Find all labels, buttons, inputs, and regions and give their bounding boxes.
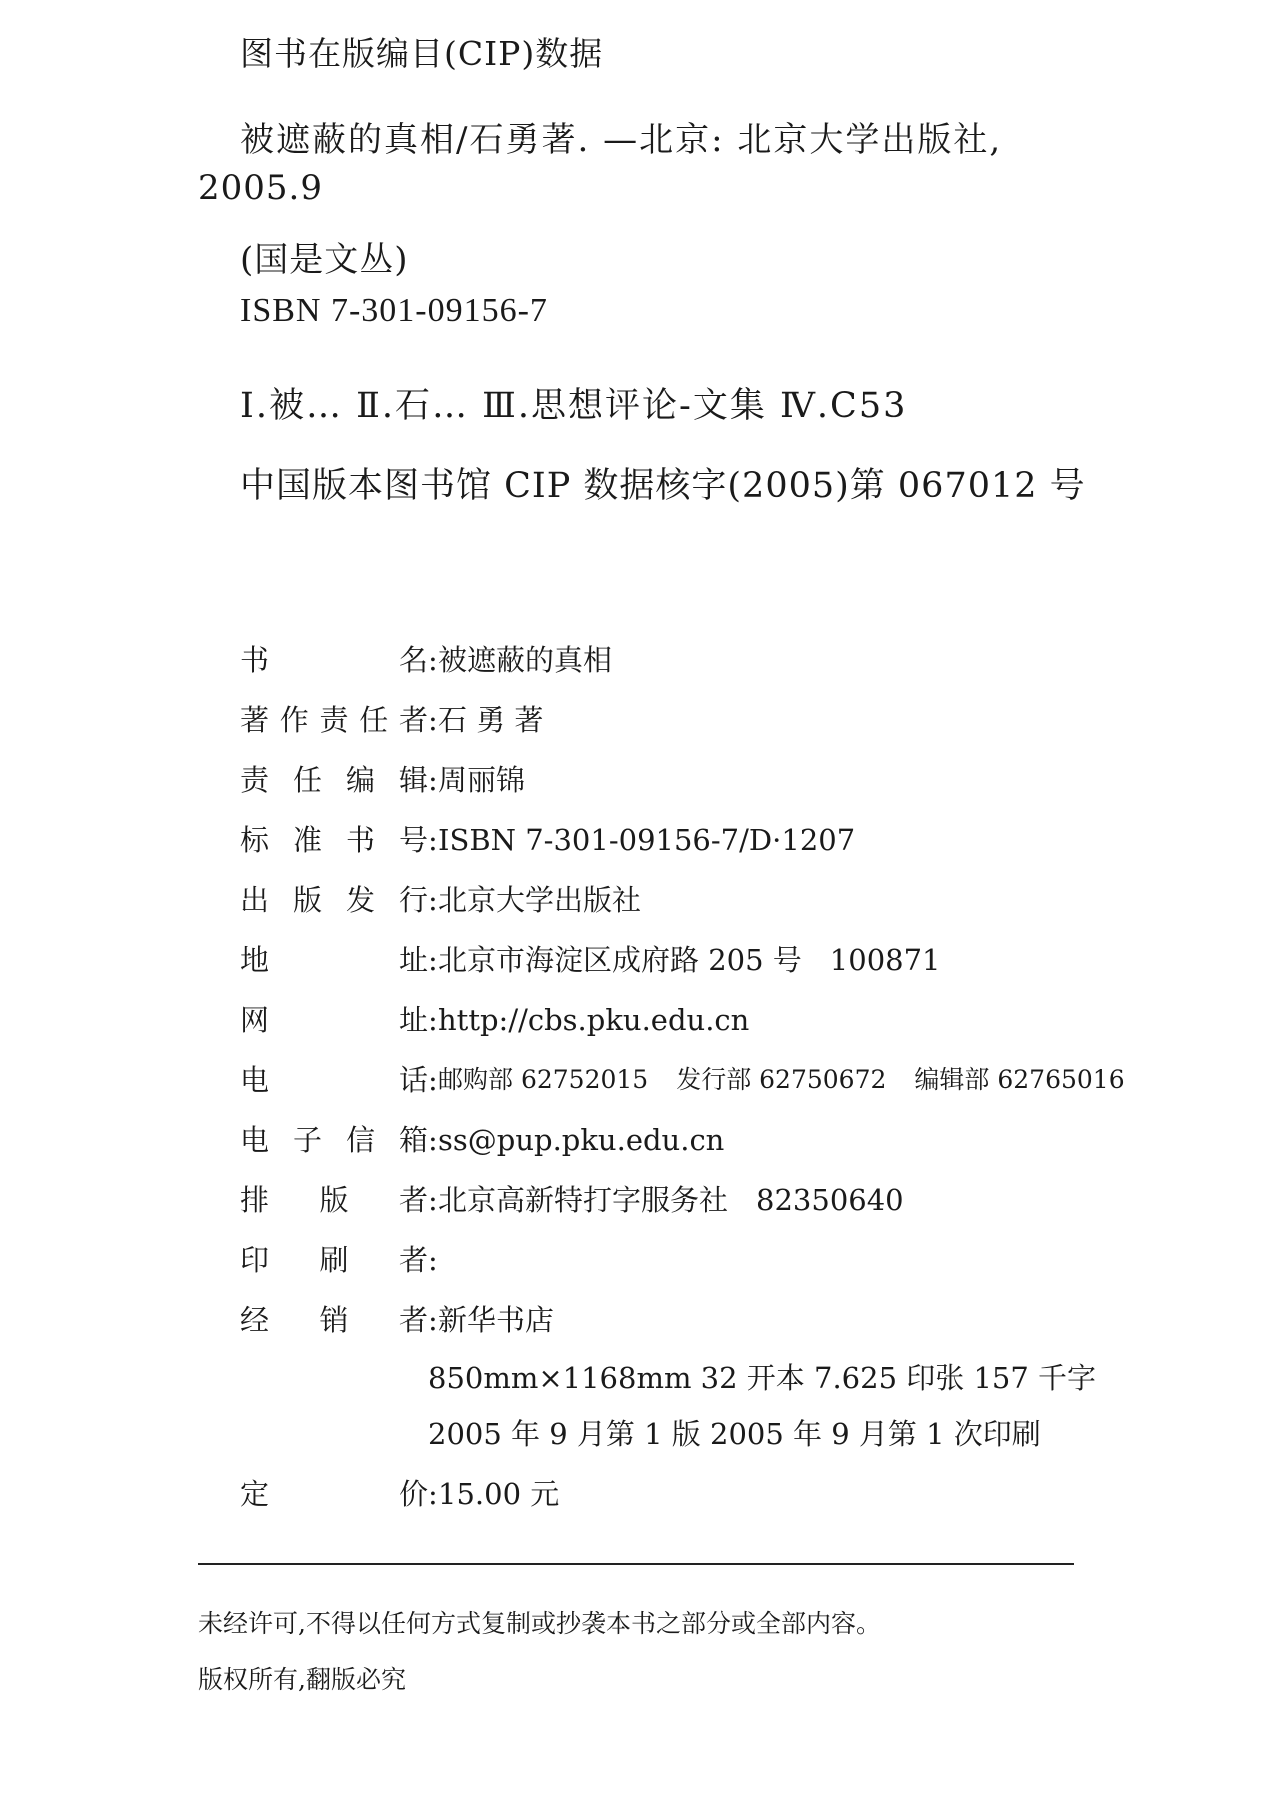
format-spec: 850mm×1168mm 32 开本 7.625 印张 157 千字 bbox=[428, 1361, 1097, 1395]
row-label: 电子信箱 bbox=[240, 1123, 428, 1157]
row-value: 石 勇 著 bbox=[438, 703, 544, 737]
row-label: 地址 bbox=[240, 943, 428, 977]
row-label: 电话 bbox=[240, 1063, 428, 1097]
row-value: 新华书店 bbox=[438, 1303, 555, 1337]
row-label: 标准书号 bbox=[240, 823, 428, 857]
imprint-row-editor: 责任编辑:周丽锦 bbox=[240, 760, 525, 800]
email-link[interactable]: ss@pup.pku.edu.cn bbox=[438, 1123, 725, 1157]
phone-editorial: 编辑部 62765016 bbox=[914, 1065, 1125, 1094]
imprint-row-publisher: 出版发行:北京大学出版社 bbox=[240, 880, 641, 920]
rights-reserved: 版权所有,翻版必究 bbox=[198, 1665, 406, 1694]
row-value: 被遮蔽的真相 bbox=[438, 643, 613, 677]
phone-mail-order: 邮购部 62752015 bbox=[438, 1065, 649, 1094]
imprint-row-author: 著作责任者:石 勇 著 bbox=[240, 700, 543, 740]
row-label: 经销者 bbox=[240, 1303, 428, 1337]
typesetter-value: 北京高新特打字服务社 bbox=[438, 1183, 729, 1217]
row-label: 网址 bbox=[240, 1003, 428, 1037]
cip-classification: Ⅰ.被… Ⅱ.石… Ⅲ.思想评论-文集 Ⅳ.C53 bbox=[240, 386, 908, 426]
price-value: 15.00 元 bbox=[438, 1477, 560, 1511]
postcode-value: 100871 bbox=[829, 943, 941, 977]
phone-distribution: 发行部 62750672 bbox=[676, 1065, 887, 1094]
edition-info: 2005 年 9 月第 1 版 2005 年 9 月第 1 次印刷 bbox=[428, 1417, 1041, 1451]
imprint-row-email: 电子信箱:ss@pup.pku.edu.cn bbox=[240, 1120, 724, 1160]
row-label: 排版者 bbox=[240, 1183, 428, 1217]
row-value: 北京大学出版社 bbox=[438, 883, 642, 917]
imprint-row-website: 网址:http://cbs.pku.edu.cn bbox=[240, 1000, 749, 1040]
typesetter-phone: 82350640 bbox=[756, 1183, 904, 1217]
imprint-row-phone: 电话:邮购部 62752015 发行部 62750672 编辑部 62765016 bbox=[240, 1060, 1125, 1100]
cip-description-line2: 2005.9 bbox=[198, 168, 323, 208]
row-value: 周丽锦 bbox=[438, 763, 526, 797]
cip-description-line1: 被遮蔽的真相/石勇著. —北京: 北京大学出版社, bbox=[240, 120, 1003, 160]
imprint-row-printer: 印刷者: bbox=[240, 1240, 438, 1280]
imprint-row-typesetter: 排版者:北京高新特打字服务社 82350640 bbox=[240, 1180, 904, 1220]
row-value: ISBN 7-301-09156-7/D·1207 bbox=[438, 823, 856, 857]
row-label: 书名 bbox=[240, 643, 428, 677]
imprint-row-address: 地址:北京市海淀区成府路 205 号 100871 bbox=[240, 940, 941, 980]
imprint-row-isbn: 标准书号:ISBN 7-301-09156-7/D·1207 bbox=[240, 820, 855, 860]
imprint-row-price: 定价:15.00 元 bbox=[240, 1474, 559, 1514]
address-value: 北京市海淀区成府路 205 号 bbox=[438, 943, 802, 977]
cip-isbn: ISBN 7-301-09156-7 bbox=[240, 292, 548, 329]
divider-rule bbox=[198, 1563, 1074, 1565]
imprint-row-distributor: 经销者:新华书店 bbox=[240, 1300, 554, 1340]
website-link[interactable]: http://cbs.pku.edu.cn bbox=[438, 1003, 750, 1037]
imprint-row-book-title: 书名:被遮蔽的真相 bbox=[240, 640, 612, 680]
row-label: 定价 bbox=[240, 1477, 428, 1511]
cip-record-number: 中国版本图书馆 CIP 数据核字(2005)第 067012 号 bbox=[240, 466, 1086, 506]
row-label: 著作责任者 bbox=[240, 703, 428, 737]
cip-series: (国是文丛) bbox=[240, 240, 409, 280]
row-label: 责任编辑 bbox=[240, 763, 428, 797]
cip-heading: 图书在版编目(CIP)数据 bbox=[240, 34, 604, 73]
row-label: 出版发行 bbox=[240, 883, 428, 917]
copyright-notice: 未经许可,不得以任何方式复制或抄袭本书之部分或全部内容。 bbox=[198, 1609, 881, 1638]
row-label: 印刷者 bbox=[240, 1243, 428, 1277]
